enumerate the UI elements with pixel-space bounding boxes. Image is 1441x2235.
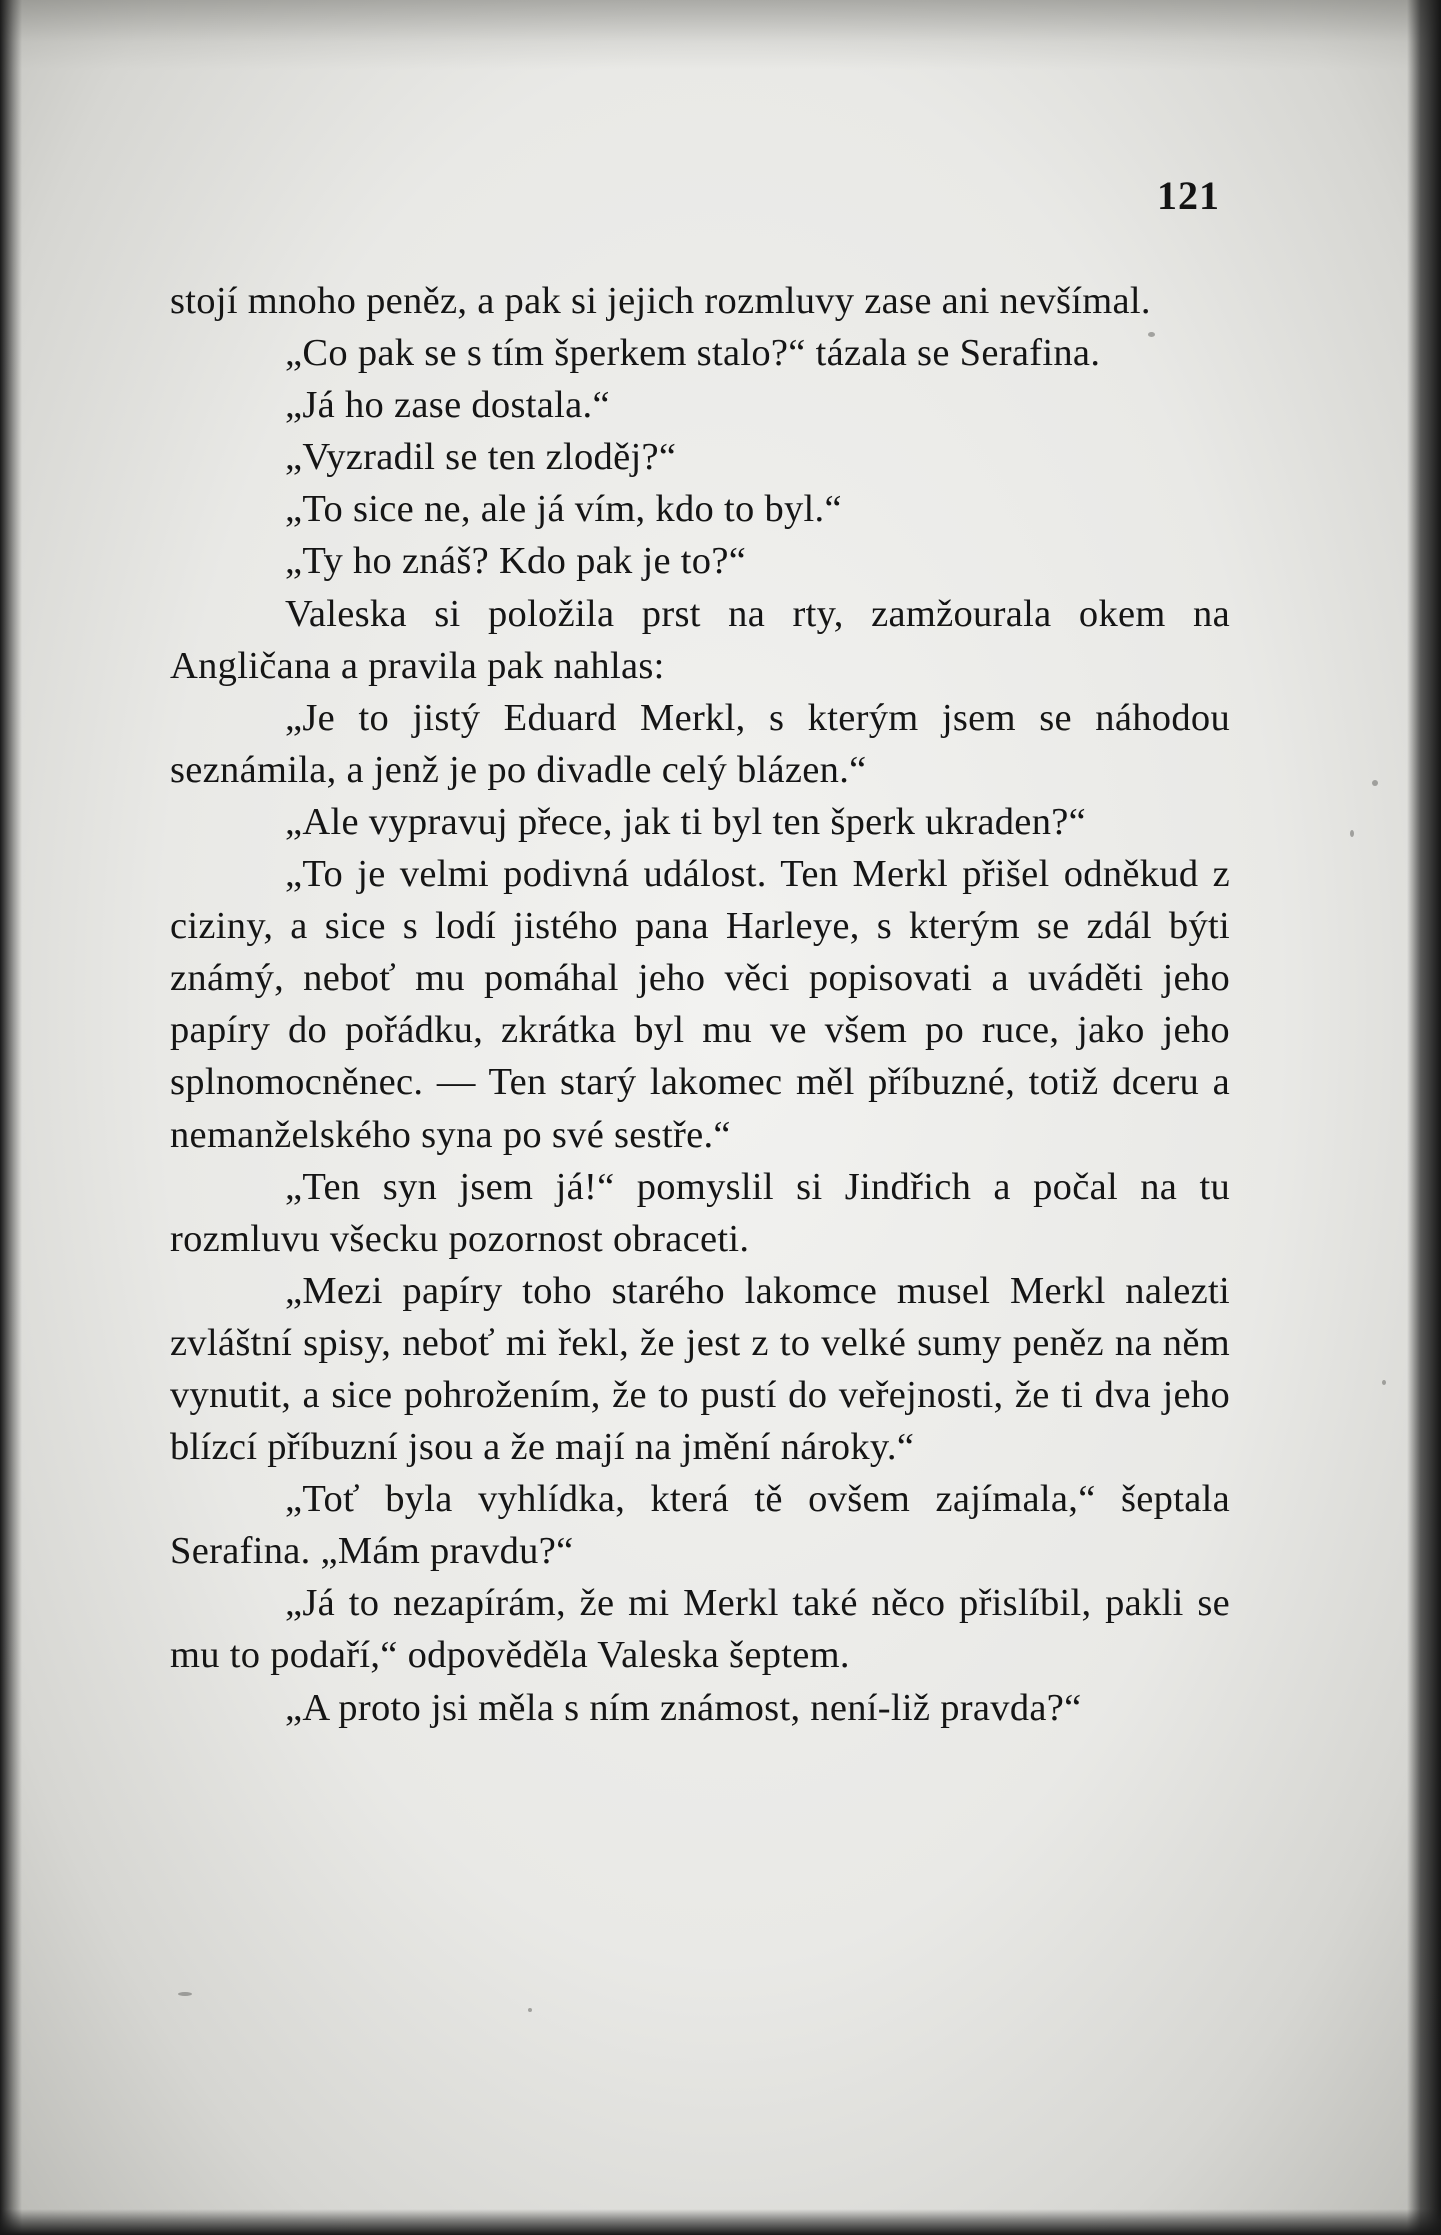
paragraph: „Mezi papíry toho starého lakomce musel Merkl nalezti zvláštní spisy, neboť mi řekl, že jest z to velké sumy peněz na něm vynutit, a sice pohrožením, že to pustí do veřejnosti, že ti dva jeho blízcí příbuzní jsou a že mají na jmění nároky.“ — [170, 1269, 1230, 1469]
paragraph: „Já to nezapírám, že mi Merkl také něco přislíbil, pakli se mu to podaří,“ odpověděla Valeska šeptem. — [170, 1582, 1230, 1677]
paragraph: „A proto jsi měla s ním známost, není-liž pravda?“ — [285, 1686, 1082, 1729]
top-shadow — [0, 0, 1441, 70]
paragraph: „To je velmi podivná událost. Ten Merkl přišel odněkud z ciziny, a sice s lodí jistého pana Harleye, s kterým se zdál býti známý, neboť mu pomáhal jeho věci popisovati a uváděti jeho papíry do pořádku, zkrátka byl mu ve všem po ruce, jako jeho splnomocněnec. — Ten starý lakomec měl příbuzné, totiž dceru a nemanželského syna po své sestře.“ — [170, 853, 1230, 1156]
paragraph: Valeska si položila prst na rty, zamžourala okem na Angličana a pravila pak nahlas: — [170, 592, 1230, 687]
paragraph: „Toť byla vyhlídka, která tě ovšem zajímala,“ šeptala Serafina. „Mám pravdu?“ — [170, 1478, 1230, 1573]
paper-speck — [1382, 1380, 1386, 1385]
paper-speck — [528, 2008, 532, 2012]
paragraph: „Ten syn jsem já!“ pomyslil si Jindřich a počal na tu rozmluvu všecku pozornost obraceti. — [170, 1165, 1230, 1260]
paragraph: „To sice ne, ale já vím, kdo to byl.“ — [285, 488, 842, 531]
paragraph: „Co pak se s tím šperkem stalo?“ tázala se Serafina. — [285, 332, 1101, 375]
paper-speck — [1350, 830, 1354, 837]
paragraph: „Ale vypravuj přece, jak ti byl ten šperk ukraden?“ — [285, 800, 1087, 843]
paper-speck — [178, 1992, 192, 1996]
paper-speck — [1372, 780, 1378, 786]
paragraph: „Ty ho znáš? Kdo pak je to?“ — [285, 540, 747, 583]
bottom-page-edge — [0, 2209, 1441, 2235]
page-number: 121 — [1157, 173, 1220, 218]
right-page-edge — [1407, 0, 1441, 2235]
left-page-edge — [0, 0, 22, 2235]
paragraph: „Je to jistý Eduard Merkl, s kterým jsem se náhodou seznámila, a jenž je po divadle celý blázen.“ — [170, 696, 1230, 791]
body-text — [170, 275, 1230, 1734]
paragraph: „Vyzradil se ten zloděj?“ — [285, 436, 677, 479]
paragraph: „Já ho zase dostala.“ — [285, 384, 610, 427]
paragraph: stojí mnoho peněz, a pak si jejich rozmluvy zase ani nevšímal. — [170, 280, 1151, 322]
